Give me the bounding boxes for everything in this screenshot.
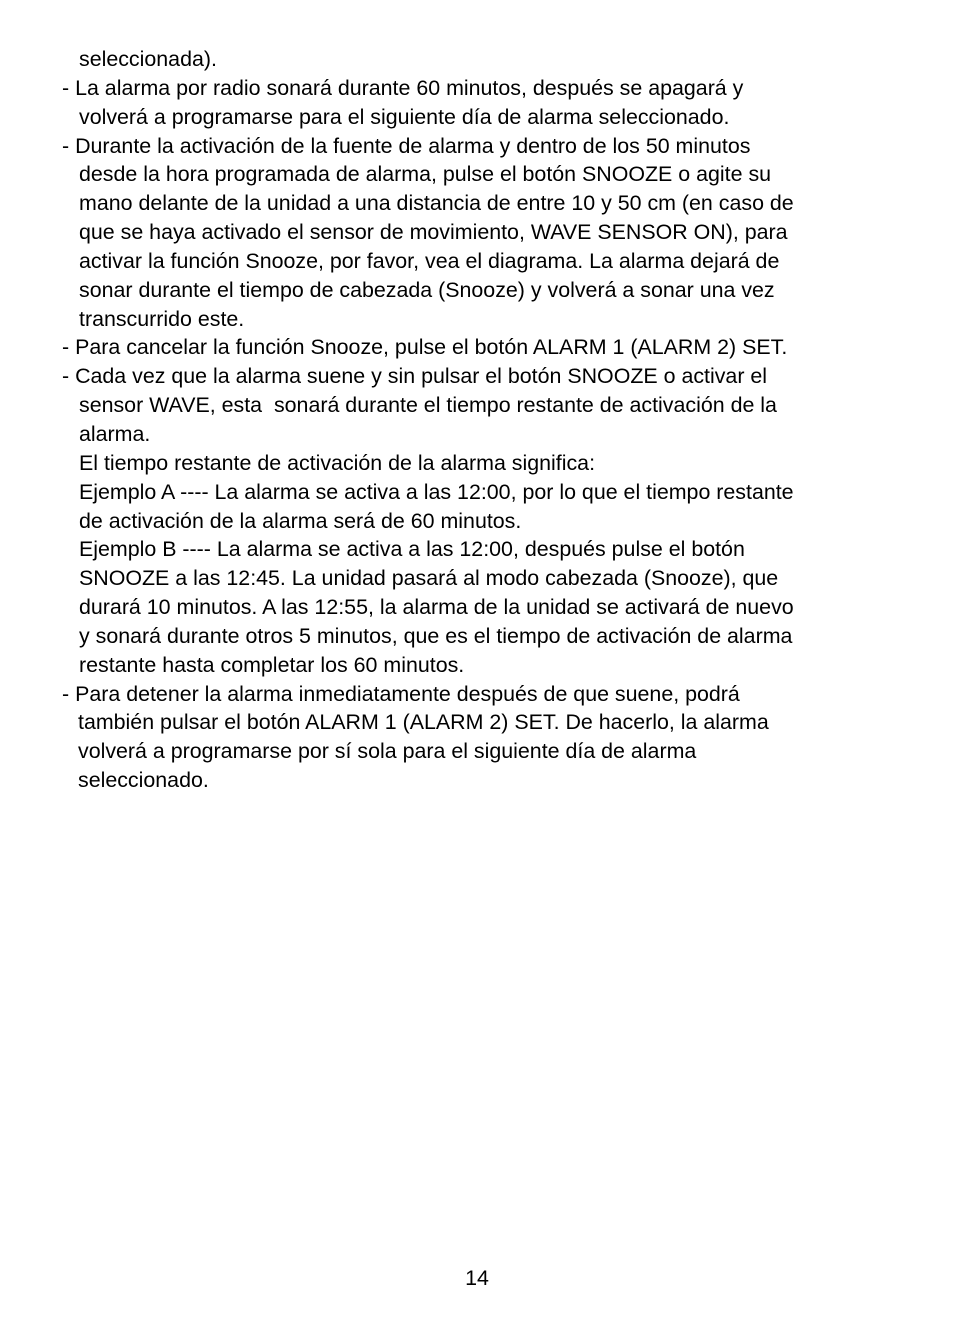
bullet-line: - Durante la activación de la fuente de alarma y dentro de los 50 minutos — [62, 133, 751, 158]
text-line: seleccionado. — [78, 768, 209, 793]
bullet-line: - Para cancelar la función Snooze, pulse el botón ALARM 1 (ALARM 2) SET. — [62, 335, 788, 360]
text-line: volverá a programarse para el siguiente día de alarma seleccionado. — [79, 104, 730, 129]
text-line: restante hasta completar los 60 minutos. — [79, 652, 465, 677]
document-body — [0, 45, 954, 795]
text-line: de activación de la alarma será de 60 minutos. — [79, 508, 522, 533]
text-line: sonar durante el tiempo de cabezada (Snooze) y volverá a sonar una vez — [79, 277, 775, 302]
text-line: transcurrido este. — [79, 306, 245, 331]
bullet-line: - Para detener la alarma inmediatamente después de que suene, podrá — [62, 681, 740, 706]
bullet-line: - Cada vez que la alarma suene y sin pulsar el botón SNOOZE o activar el — [62, 364, 768, 389]
text-line: Ejemplo B ---- La alarma se activa a las 12:00, después pulse el botón — [79, 537, 745, 562]
bullet-line: - La alarma por radio sonará durante 60 minutos, después se apagará y — [62, 75, 744, 100]
text-line: desde la hora programada de alarma, pulse el botón SNOOZE o agite su — [79, 162, 772, 187]
text-line: seleccionada). — [79, 47, 217, 71]
text-line: SNOOZE a las 12:45. La unidad pasará al modo cabezada (Snooze), que — [79, 566, 779, 591]
text-line: activar la función Snooze, por favor, vea el diagrama. La alarma dejará de — [79, 248, 780, 273]
text-line: El tiempo restante de activación de la alarma significa: — [79, 450, 596, 475]
text-line: y sonará durante otros 5 minutos, que es el tiempo de activación de alarma — [79, 623, 793, 648]
text-line: volverá a programarse por sí sola para el siguiente día de alarma — [78, 739, 697, 764]
text-line: Ejemplo A ---- La alarma se activa a las 12:00, por lo que el tiempo restante — [79, 479, 794, 504]
text-line: sensor WAVE, esta sonará durante el tiempo restante de activación de la — [79, 393, 777, 418]
text-line: alarma. — [79, 421, 151, 446]
text-line: mano delante de la unidad a una distancia de entre 10 y 50 cm (en caso de — [79, 191, 794, 216]
text-line: durará 10 minutos. A las 12:55, la alarma de la unidad se activará de nuevo — [79, 595, 794, 620]
text-line: que se haya activado el sensor de movimiento, WAVE SENSOR ON), para — [79, 220, 788, 245]
page-number: 14 — [465, 1266, 489, 1290]
text-line: también pulsar el botón ALARM 1 (ALARM 2) SET. De hacerlo, la alarma — [78, 710, 769, 735]
